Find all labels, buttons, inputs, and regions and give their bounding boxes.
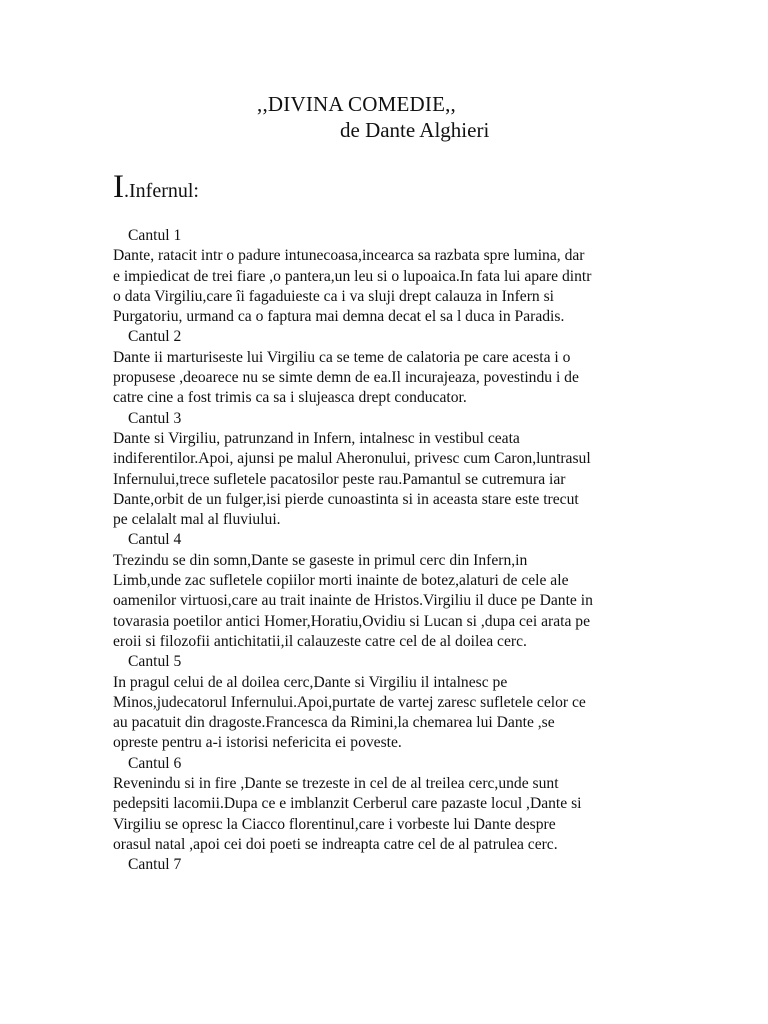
text-line: Dante ii marturiseste lui Virgiliu ca se teme de calatoria pe care acesta i o: [113, 348, 571, 366]
canto-paragraph: [113, 774, 658, 855]
text-line: tovarasia poetilor antici Homer,Horatiu,Ovidiu si Lucan si ,dupa cei arata pe: [113, 612, 590, 630]
canto-label: Cantul 4: [128, 531, 182, 549]
text-line: Dante, ratacit intr o padure intunecoasa,incearca sa razbata spre lumina, dar: [113, 247, 585, 265]
text-line: e impiedicat de trei fiare ,o pantera,un leu si o lupoaica.In fata lui apare dintr: [113, 267, 592, 285]
text-line: Virgiliu se opresc la Ciacco florentinul,care i vorbeste lui Dante despre: [113, 815, 556, 833]
text-line: orasul natal ,apoi cei doi poeti se indreapta catre cel de al patrulea cerc.: [113, 835, 558, 853]
text-line: Revenindu si in fire ,Dante se trezeste in cel de al treilea cerc,unde sunt: [113, 775, 559, 793]
document-title: ,,DIVINA COMEDIE,,: [257, 92, 456, 116]
text-line: Trezindu se din somn,Dante se gaseste in primul cerc din Infern,in: [113, 551, 528, 569]
text-line: au pacatuit din dragoste.Francesca da Rimini,la chemarea lui Dante ,se: [113, 714, 555, 732]
text-line: Minos,judecatorul Infernului.Apoi,purtate de vartej zaresc sufletele celor ce: [113, 693, 586, 711]
text-line: catre cine a fost trimis ca sa i slujeasca drept conducator.: [113, 389, 467, 407]
text-line: eroii si filozofii antichitatii,il calauzeste catre cel de al doilea cerc.: [113, 632, 527, 650]
canto-paragraph: [113, 551, 658, 652]
section-title: .Infernul:: [124, 180, 199, 202]
body-text: [113, 226, 658, 876]
canto-label: Cantul 5: [128, 653, 182, 671]
canto-label: Cantul 1: [128, 227, 182, 244]
text-line: Dante si Virgiliu, patrunzand in Infern, intalnesc in vestibul ceata: [113, 429, 520, 447]
text-line: o data Virgiliu,care îi fagaduieste ca i va sluji drept calauza in Infern si: [113, 287, 555, 305]
canto-paragraph: [113, 429, 658, 530]
text-line: Dante,orbit de un fulger,isi pierde cunoastinta si in aceasta stare este trecut: [113, 490, 579, 508]
canto-paragraph: [113, 673, 658, 754]
canto-paragraph: [113, 246, 658, 327]
canto-label: Cantul 7: [128, 856, 182, 874]
text-line: propusese ,deoarece nu se simte demn de ea.Il incurajeaza, povestindu i de: [113, 369, 579, 387]
text-line: pedepsiti lacomii.Dupa ce e imblanzit Cerberul care pazaste locul ,Dante si: [113, 795, 582, 813]
text-line: pe celalalt mal al fluviului.: [113, 511, 281, 529]
canto-label: Cantul 3: [128, 409, 182, 427]
text-line: opreste pentru a-i istorisi nefericita ei poveste.: [113, 734, 402, 752]
section-heading: [113, 169, 199, 206]
text-line: Infernului,trece sufletele pacatosilor peste rau.Pamantul se cutremura iar: [113, 470, 566, 488]
text-line: indiferentilor.Apoi, ajunsi pe malul Aheronului, privesc cum Caron,luntrasul: [113, 450, 591, 468]
canto-label: Cantul 6: [128, 754, 182, 772]
text-line: Purgatoriu, urmand ca o faptura mai demna decat el sa l duca in Paradis.: [113, 308, 565, 326]
text-line: oamenilor virtuosi,care au trait inainte de Hristos.Virgiliu il duce pe Dante in: [113, 592, 593, 610]
section-numeral: I: [113, 169, 124, 205]
text-line: Limb,unde zac sufletele copiilor morti inainte de botez,alaturi de cele ale: [113, 572, 569, 590]
text-line: In pragul celui de al doilea cerc,Dante si Virgiliu il intalnesc pe: [113, 673, 508, 691]
canto-label: Cantul 2: [128, 328, 182, 346]
author-line: de Dante Alghieri: [340, 118, 490, 142]
canto-paragraph: [113, 348, 658, 409]
